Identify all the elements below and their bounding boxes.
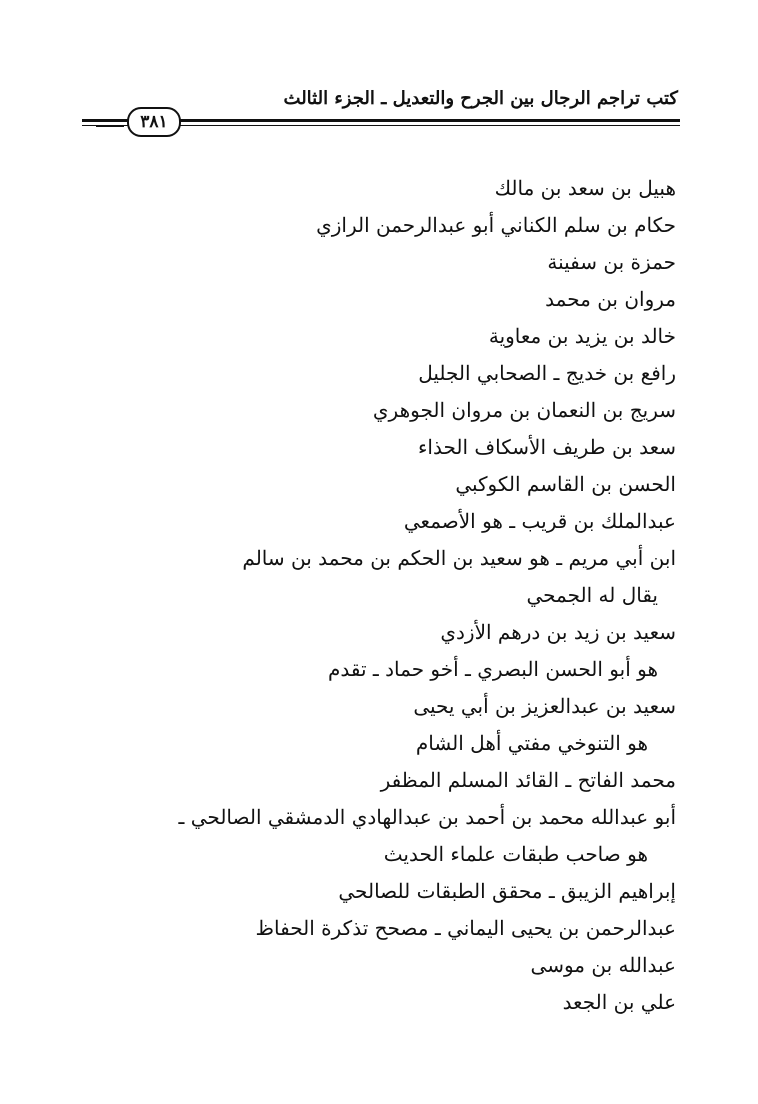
list-item: خالد بن يزيد بن معاوية xyxy=(488,324,676,348)
header-dash-upper xyxy=(96,119,124,121)
book-title: كتب تراجم الرجال بين الجرح والتعديل ـ الجزء الثالث xyxy=(283,88,678,109)
header-dash-lower xyxy=(96,125,124,127)
list-item: عبدالملك بن قريب ـ هو الأصمعي xyxy=(403,509,676,533)
list-item: إبراهيم الزيبق ـ محقق الطبقات للصالحي xyxy=(338,879,676,903)
list-item: مروان بن محمد xyxy=(545,287,676,311)
list-item: هبيل بن سعد بن مالك xyxy=(494,176,676,200)
list-item: الحسن بن القاسم الكوكبي xyxy=(455,472,676,496)
names-list xyxy=(76,170,676,1021)
list-item: سعيد بن عبدالعزيز بن أبي يحيى xyxy=(413,694,676,718)
list-item: سعيد بن زيد بن درهم الأزدي xyxy=(440,620,676,644)
list-item: عبدالرحمن بن يحيى اليماني ـ مصحح تذكرة الحفاظ xyxy=(255,916,676,940)
list-item: عبدالله بن موسى xyxy=(530,953,676,977)
page-header xyxy=(100,88,678,128)
list-item: أبو عبدالله محمد بن أحمد بن عبدالهادي الدمشقي الصالحي ـ xyxy=(178,805,676,829)
list-item: حمزة بن سفينة xyxy=(547,250,676,274)
list-item-continuation: هو أبو الحسن البصري ـ أخو حماد ـ تقدم xyxy=(328,657,658,681)
list-item: ابن أبي مريم ـ هو سعيد بن الحكم بن محمد بن سالم xyxy=(242,546,676,570)
page-number: ٣٨١ xyxy=(127,107,181,137)
list-item: سريج بن النعمان بن مروان الجوهري xyxy=(372,398,676,422)
list-item: رافع بن خديج ـ الصحابي الجليل xyxy=(418,361,676,385)
list-item-continuation: هو التنوخي مفتي أهل الشام xyxy=(415,731,648,755)
list-item: سعد بن طريف الأسكاف الحذاء xyxy=(418,435,676,459)
list-item: علي بن الجعد xyxy=(562,990,676,1014)
list-item-continuation: يقال له الجمحي xyxy=(526,583,658,607)
list-item-continuation: هو صاحب طبقات علماء الحديث xyxy=(383,842,648,866)
list-item: محمد الفاتح ـ القائد المسلم المظفر xyxy=(380,768,676,792)
list-item: حكام بن سلم الكناني أبو عبدالرحمن الرازي xyxy=(316,213,676,237)
